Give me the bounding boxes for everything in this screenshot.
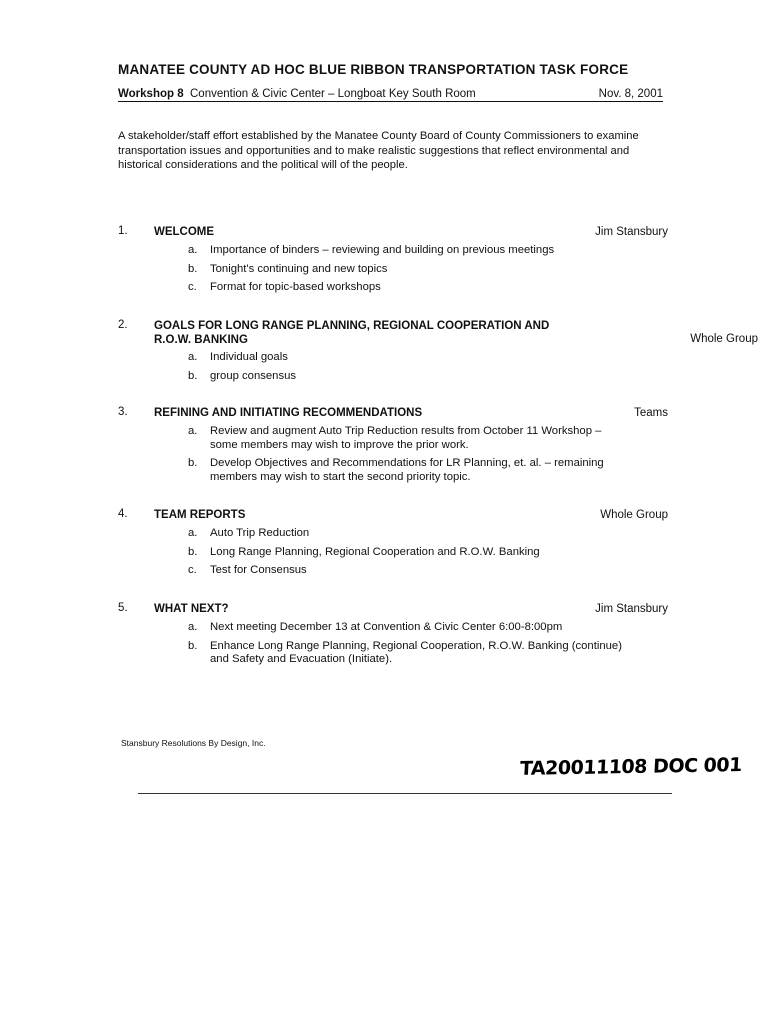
agenda-number: 3. [118,406,128,418]
agenda-subitems [188,351,668,388]
agenda-subitems [188,527,668,583]
agenda-subitem [188,527,668,541]
subitem-letter: c. [188,564,197,576]
subitem-letter: b. [188,639,198,652]
subitem-text: Auto Trip Reduction [210,527,310,539]
agenda-heading [154,602,668,616]
workshop-date: Nov. 8, 2001 [598,88,663,100]
agenda-subitems [188,425,668,489]
subitem-text: Enhance Long Range Planning, Regional Cooperation, R.O.W. Banking (continue) and Safety and Evacuation (Initiate). [210,639,622,665]
agenda-presenter: Teams [634,407,668,419]
agenda-item-2 [118,319,758,399]
agenda-presenter: Whole Group [690,333,758,345]
footer-credit: Stansbury Resolutions By Design, Inc. [121,738,266,748]
agenda-item-1 [118,225,668,305]
subitem-letter: b. [188,369,198,382]
agenda-subitems [188,621,668,672]
agenda-number: 5. [118,602,128,614]
subitem-text: Long Range Planning, Regional Cooperation and R.O.W. Banking [210,545,540,558]
agenda-heading [154,319,758,347]
agenda-number: 4. [118,508,128,520]
page-title: MANATEE COUNTY AD HOC BLUE RIBBON TRANSPORTATION TASK FORCE [118,62,629,77]
subitem-text: Format for topic-based workshops [210,281,381,293]
subitem-text: Next meeting December 13 at Convention & Civic Center 6:00-8:00pm [210,621,563,633]
agenda-subitem [188,281,668,295]
subitem-text: Test for Consensus [210,564,307,576]
workshop-line [118,88,663,102]
agenda-subitem [188,351,668,365]
agenda-heading-text: WHAT NEXT? [154,603,229,615]
subitem-text: Develop Objectives and Recommendations for LR Planning, et. al. – remaining members may wish to start the second priority topic. [210,457,604,483]
subitem-text: Individual goals [210,351,288,363]
agenda-heading [154,225,668,239]
agenda-item-4 [118,508,668,588]
agenda-heading-text: GOALS FOR LONG RANGE PLANNING, REGIONAL COOPERATION AND R.O.W. BANKING [154,320,550,346]
agenda-item-3 [118,406,668,496]
agenda-presenter: Jim Stansbury [595,226,668,238]
subitem-text: group consensus [210,369,297,382]
intro-paragraph: A stakeholder/staff effort established by the Manatee County Board of County Commissioners to examine transportation issues and opportunities and to make realistic suggestions that reflect environmental and historical considerations and the political will of the people. [118,130,639,171]
agenda-presenter: Jim Stansbury [595,603,668,615]
workshop-label: Workshop 8 [118,88,184,100]
subitem-letter: a. [188,244,198,256]
agenda-heading [154,508,668,522]
agenda-heading-text: WELCOME [154,226,215,238]
agenda-subitem [188,425,628,452]
agenda-number: 2. [118,319,128,331]
subitem-letter: a. [188,351,198,363]
workshop-info [118,88,476,100]
bottom-divider [138,793,672,794]
agenda-subitem [188,640,638,667]
agenda-subitem [188,244,668,258]
agenda-subitem [188,457,628,484]
subitem-letter: b. [188,545,198,558]
agenda-heading-text: TEAM REPORTS [154,509,246,521]
agenda-subitem [188,263,668,277]
agenda-subitem [188,546,668,560]
document-stamp: TA20011108 DOC 001 [519,754,743,780]
subitem-letter: a. [188,425,198,437]
subitem-letter: b. [188,262,198,275]
agenda-subitems [188,244,668,300]
agenda-subitem [188,370,668,384]
agenda-subitem [188,621,638,635]
agenda-item-5 [118,602,668,692]
agenda-presenter: Whole Group [600,509,668,521]
subitem-text: Importance of binders – reviewing and building on previous meetings [210,244,555,256]
agenda-heading-text: REFINING AND INITIATING RECOMMENDATIONS [154,407,423,419]
subitem-letter: a. [188,527,198,539]
subitem-text: Review and augment Auto Trip Reduction results from October 11 Workshop – some members may wish to improve the prior work. [210,425,602,451]
subitem-letter: a. [188,621,198,633]
subitem-text: Tonight's continuing and new topics [210,262,388,275]
subitem-letter: c. [188,281,197,293]
agenda-heading [154,406,668,420]
agenda-subitem [188,564,668,578]
agenda-number: 1. [118,225,128,237]
subitem-letter: b. [188,457,198,469]
workshop-location: Convention & Civic Center – Longboat Key South Room [190,88,476,100]
